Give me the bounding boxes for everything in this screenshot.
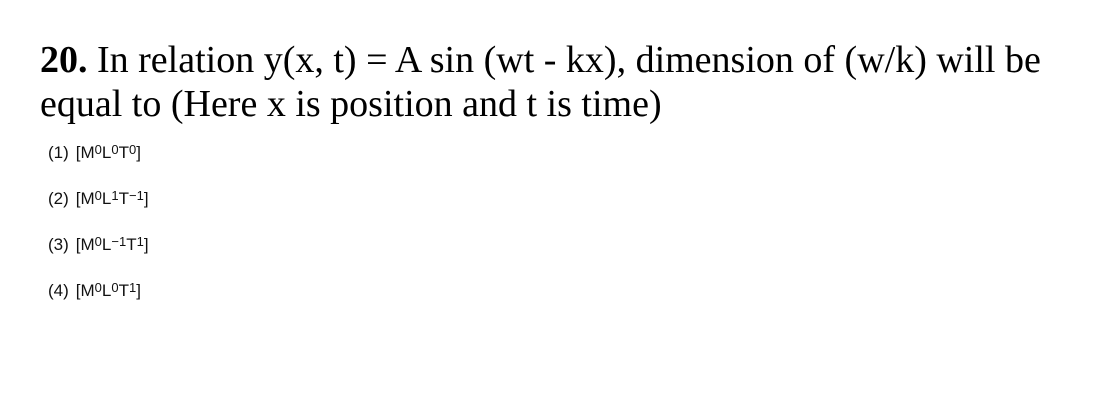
- option-formula: $[M^0L^0T^0]$: [75, 142, 141, 162]
- option-number: (1): [48, 143, 69, 162]
- option-1[interactable]: [48, 130, 149, 176]
- option-formula: $[M^0L^0T^1]$: [75, 280, 141, 300]
- option-3[interactable]: [48, 222, 149, 268]
- option-formula: $[M^0L^{-1}T^1]$: [75, 234, 149, 254]
- option-2[interactable]: [48, 176, 149, 222]
- answer-options: [48, 130, 149, 314]
- option-number: (3): [48, 235, 69, 254]
- option-4[interactable]: [48, 268, 149, 314]
- question-number: 20.: [40, 39, 88, 81]
- option-number: (2): [48, 189, 69, 208]
- option-number: (4): [48, 281, 69, 300]
- question-body: In relation y(x, t) = A sin (wt - kx), dimension of (w/k) will be equal to (Here x is position and t is time): [40, 39, 1041, 125]
- option-formula: $[M^0L^1T^{-1}]$: [75, 188, 149, 208]
- question-text: [40, 38, 1080, 126]
